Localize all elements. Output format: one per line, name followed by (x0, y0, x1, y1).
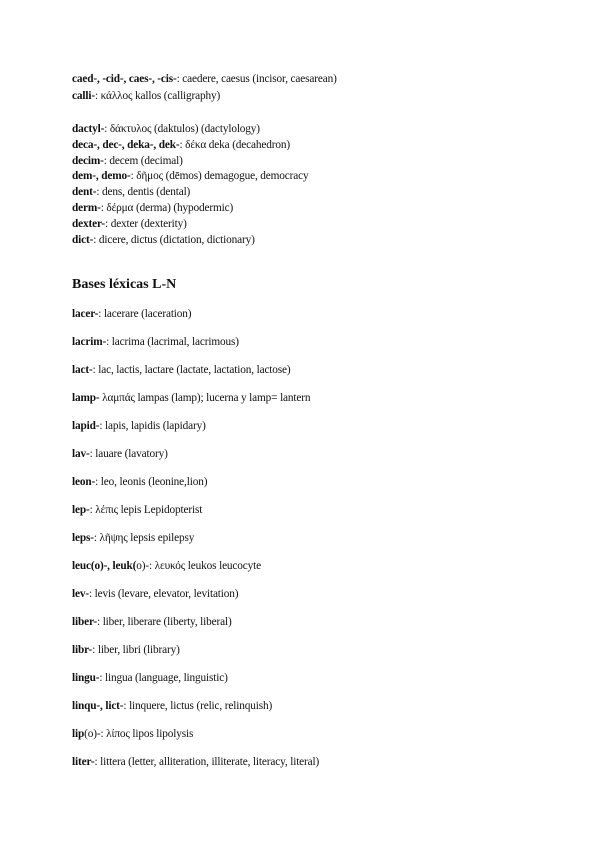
entry-key: derm- (72, 202, 101, 214)
entry-liber (72, 615, 232, 629)
section-heading: Bases léxicas L-N (72, 277, 177, 292)
entry-text: : lacrima (lacrimal, lacrimous) (106, 336, 239, 348)
entry-text: : dicere, dictus (dictation, dictionary) (93, 234, 255, 246)
entry-text: (o)-: λίπος lipos lipolysis (84, 728, 194, 740)
entry-leuc (72, 559, 261, 573)
entry-key: lact- (72, 364, 93, 376)
entry-key: lav- (72, 448, 90, 460)
entry-text: : dexter (dexterity) (105, 218, 187, 230)
entry-calli (72, 89, 220, 103)
entry-key: lamp- (72, 392, 100, 404)
entry-text: : linquere, lictus (relic, relinquish) (123, 700, 273, 712)
entry-text: : liber, libri (library) (92, 644, 180, 656)
entry-key: libr- (72, 644, 93, 656)
entry-text: : δάκτυλος (daktulos) (dactylology) (104, 123, 260, 135)
entry-key: liter- (72, 756, 95, 768)
entry-lep (72, 503, 202, 517)
entry-text: : liber, liberare (liberty, liberal) (97, 616, 232, 628)
entry-text: : lacerare (laceration) (98, 308, 192, 320)
entry-key: caed-, -cid-, caes-, -cis- (72, 73, 177, 85)
entry-text: : leo, leonis (leonine,lion) (95, 476, 208, 488)
entry-leon (72, 475, 207, 489)
entry-lact (72, 363, 291, 377)
entry-key: lev- (72, 588, 89, 600)
entry-text: : κάλλος kallos (calligraphy) (94, 90, 221, 102)
entry-text: : λέπις lepis Lepidopterist (89, 504, 203, 516)
entry-key: lapid- (72, 420, 100, 432)
entry-key: lep- (72, 504, 90, 516)
entry-text: : lapis, lapidis (lapidary) (99, 420, 206, 432)
entry-lav (72, 447, 168, 461)
entry-key: dactyl- (72, 123, 105, 135)
entry-lip (72, 727, 193, 741)
entry-linqu (72, 699, 272, 713)
entry-liter (72, 755, 319, 769)
entry-text: : lauare (lavatory) (89, 448, 168, 460)
entry-text: : littera (letter, alliteration, illiterate, literacy, literal) (94, 756, 320, 768)
entry-decim (72, 154, 183, 168)
entry-key: calli- (72, 90, 95, 102)
entry-dem (72, 169, 309, 183)
entry-lev (72, 587, 238, 601)
entry-dactyl (72, 122, 260, 136)
entry-key: lacrim- (72, 336, 107, 348)
entry-lamp (72, 391, 310, 405)
entry-lacrim (72, 335, 239, 349)
entry-key: leuc(o)-, leuk( (72, 560, 137, 572)
entry-text: : caedere, caesus (incisor, caesarean) (176, 73, 337, 85)
entry-text: : δέρμα (derma) (hypodermic) (100, 202, 234, 214)
entry-text: o)-: λευκός leukos leucocyte (136, 560, 262, 572)
entry-key: decim- (72, 155, 104, 167)
entry-key: dem-, demo- (72, 170, 131, 182)
entry-dexter (72, 217, 187, 231)
entry-key: dexter- (72, 218, 106, 230)
entry-text: : decem (decimal) (103, 155, 183, 167)
entry-key: lacer- (72, 308, 99, 320)
entry-derm (72, 201, 233, 215)
entry-key: leon- (72, 476, 96, 488)
entry-dict (72, 233, 255, 247)
entry-text: λαμπάς lampas (lamp); lucerna y lamp= lantern (99, 392, 311, 404)
entry-key: dict- (72, 234, 94, 246)
entry-text: : δέκα deka (decahedron) (179, 139, 290, 151)
entry-lingu (72, 671, 228, 685)
entry-text: : lingua (language, linguistic) (99, 672, 228, 684)
entry-key: deca-, dec-, deka-, dek- (72, 139, 180, 151)
entry-text: : lac, lactis, lactare (lactate, lactation, lactose) (92, 364, 291, 376)
entry-key: dent- (72, 186, 97, 198)
entry-text: : λῆψης lepsis epilepsy (93, 532, 195, 544)
entry-key: lingu- (72, 672, 100, 684)
entry-dent (72, 185, 190, 199)
entry-libr (72, 643, 180, 657)
entry-key: liber- (72, 616, 98, 628)
entry-key: lip (72, 728, 85, 740)
entry-caed (72, 72, 337, 86)
entry-leps (72, 531, 194, 545)
entry-text: : levis (levare, elevator, levitation) (88, 588, 239, 600)
entry-key: leps- (72, 532, 94, 544)
entry-text: : δῆμος (dēmos) demagogue, democracy (130, 170, 309, 182)
entry-lapid (72, 419, 206, 433)
entry-deca (72, 138, 290, 152)
entry-key: linqu-, lict- (72, 700, 124, 712)
entry-text: : dens, dentis (dental) (96, 186, 191, 198)
entry-lacer (72, 307, 191, 321)
